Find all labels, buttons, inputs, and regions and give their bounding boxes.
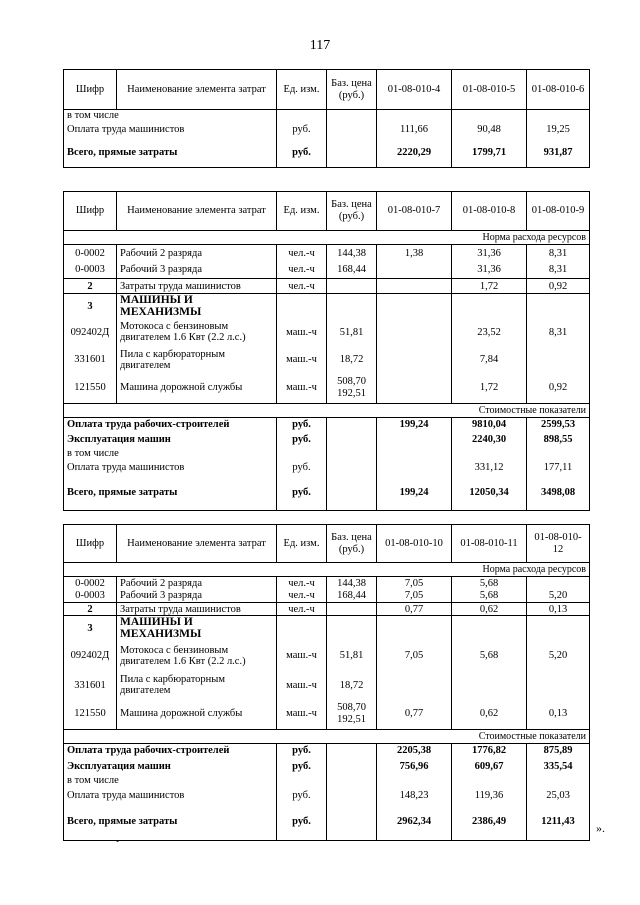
table-row <box>64 294 590 319</box>
cell-value: 5,20 <box>527 590 590 603</box>
price-secondary: 192,51 <box>337 387 366 399</box>
incl-label: в том числе <box>64 110 277 122</box>
row-code: 0-0002 <box>64 577 117 590</box>
cell-value: 90,48 <box>452 122 527 138</box>
cell-value: 2240,30 <box>452 432 527 447</box>
row-unit: руб. <box>277 417 327 432</box>
row-name: Рабочий 3 разряда <box>117 262 277 279</box>
row-name: Машина дорожной службы <box>117 699 277 729</box>
cell-value: 335,54 <box>527 758 590 774</box>
row-name: Оплата труда машинистов <box>64 122 277 138</box>
row-unit: руб. <box>277 138 327 168</box>
row-price <box>327 699 377 729</box>
header-row <box>64 70 590 110</box>
cell-value: 1,72 <box>452 279 527 294</box>
row-name: Оплата труда рабочих-строителей <box>64 743 277 758</box>
row-name: Оплата труда машинистов <box>64 786 277 804</box>
cell-value: 148,23 <box>377 786 452 804</box>
table-row <box>64 577 590 590</box>
cost-table-3 <box>63 524 590 841</box>
cell-value: 0,13 <box>527 699 590 729</box>
norm-label: Норма расхода ресурсов <box>64 231 590 245</box>
section-title: МАШИНЫ И МЕХАНИЗМЫ <box>117 294 277 319</box>
row-name: Рабочий 2 разряда <box>117 245 277 262</box>
section-title: МАШИНЫ И МЕХАНИЗМЫ <box>117 616 277 641</box>
row-unit: чел.-ч <box>277 262 327 279</box>
row-unit: руб. <box>277 804 327 840</box>
row-unit: руб. <box>277 743 327 758</box>
row-code: 121550 <box>64 699 117 729</box>
row-code: 121550 <box>64 373 117 403</box>
cell-value: 3498,08 <box>527 476 590 510</box>
row-unit: маш.-ч <box>277 640 327 671</box>
table-row <box>64 447 590 459</box>
cost-label: Стоимостные показатели <box>64 403 590 417</box>
total-row <box>64 804 590 840</box>
cell-value: 2599,53 <box>527 417 590 432</box>
col-header: 01-08-010-5 <box>452 70 527 110</box>
header-name: Наименование элемента затрат <box>117 525 277 563</box>
cell-value: 199,24 <box>377 476 452 510</box>
cell-value: 31,36 <box>452 262 527 279</box>
table-row <box>64 699 590 729</box>
col-header: 01-08-010-8 <box>452 192 527 231</box>
col-header: 01-08-010-10 <box>377 525 452 563</box>
cell-value: 5,68 <box>452 577 527 590</box>
cell-value: 111,66 <box>377 122 452 138</box>
section-row <box>64 563 590 577</box>
header-price: Баз. цена (руб.) <box>327 70 377 110</box>
cell-value: 19,25 <box>527 122 590 138</box>
row-code: 0-0003 <box>64 262 117 279</box>
row-unit: руб. <box>277 758 327 774</box>
row-name: Рабочий 2 разряда <box>117 577 277 590</box>
table-row <box>64 616 590 641</box>
cell-value: 0,92 <box>527 279 590 294</box>
table-row <box>64 459 590 476</box>
row-price: 18,72 <box>327 671 377 699</box>
row-code: 0-0003 <box>64 590 117 603</box>
cell-value: 1799,71 <box>452 138 527 168</box>
table-row <box>64 603 590 616</box>
cell-value: 5,68 <box>452 590 527 603</box>
cell-value: 5,68 <box>452 640 527 671</box>
row-name: Оплата труда рабочих-строителей <box>64 417 277 432</box>
row-name: Эксплуатация машин <box>64 432 277 447</box>
row-unit: маш.-ч <box>277 699 327 729</box>
row-name: Мотокоса с бензиновым двигателем 1.6 Квт (2.2 л.с.) <box>117 318 277 346</box>
row-code: 3 <box>64 294 117 319</box>
row-name: Пила с карбюраторным двигателем <box>117 346 277 373</box>
cell-value <box>377 346 452 373</box>
table-row <box>64 262 590 279</box>
incl-label: в том числе <box>64 447 277 459</box>
cell-value: 31,36 <box>452 245 527 262</box>
cell-value <box>527 346 590 373</box>
cell-value: 7,05 <box>377 590 452 603</box>
row-name: Машина дорожной службы <box>117 373 277 403</box>
row-name: Затраты труда машинистов <box>117 603 277 616</box>
table-row <box>64 590 590 603</box>
header-unit: Ед. изм. <box>277 70 327 110</box>
row-name: Всего, прямые затраты <box>64 138 277 168</box>
cell-value <box>377 279 452 294</box>
cell-value: 2220,29 <box>377 138 452 168</box>
cell-value: 5,20 <box>527 640 590 671</box>
row-unit: чел.-ч <box>277 279 327 294</box>
cell-value: 7,84 <box>452 346 527 373</box>
cell-value: 0,77 <box>377 699 452 729</box>
cell-value: 0,13 <box>527 603 590 616</box>
col-header: 01-08-010-9 <box>527 192 590 231</box>
cell-value: 0,62 <box>452 699 527 729</box>
table-row <box>64 786 590 804</box>
row-code: 3 <box>64 616 117 641</box>
row-code: 2 <box>64 603 117 616</box>
price-primary: 508,70 <box>337 701 366 713</box>
row-unit: чел.-ч <box>277 590 327 603</box>
row-price: 18,72 <box>327 346 377 373</box>
header-code: Шифр <box>64 192 117 231</box>
cell-value: 8,31 <box>527 318 590 346</box>
header-code: Шифр <box>64 70 117 110</box>
table-row <box>64 743 590 758</box>
row-code: 331601 <box>64 346 117 373</box>
cell-value: 1776,82 <box>452 743 527 758</box>
header-row <box>64 525 590 563</box>
row-unit: маш.-ч <box>277 318 327 346</box>
row-name: Рабочий 3 разряда <box>117 590 277 603</box>
cell-value: 0,77 <box>377 603 452 616</box>
cell-value: 23,52 <box>452 318 527 346</box>
cell-value: 8,31 <box>527 262 590 279</box>
col-header: 01-08-010-6 <box>527 70 590 110</box>
cell-value <box>377 459 452 476</box>
row-unit: маш.-ч <box>277 373 327 403</box>
row-unit: руб. <box>277 122 327 138</box>
row-name: Мотокоса с бензиновым двигателем 1.6 Квт (2.2 л.с.) <box>117 640 277 671</box>
row-price <box>327 279 377 294</box>
price-secondary: 192,51 <box>337 713 366 725</box>
table-row <box>64 346 590 373</box>
row-name: Всего, прямые затраты <box>64 804 277 840</box>
page-number: 117 <box>309 38 331 53</box>
row-code: 092402Д <box>64 640 117 671</box>
price-primary: 508,70 <box>337 375 366 387</box>
cost-table-1 <box>63 69 590 168</box>
row-name: Пила с карбюраторным двигателем <box>117 671 277 699</box>
row-price: 144,38 <box>327 245 377 262</box>
row-code: 0-0002 <box>64 245 117 262</box>
cell-value: 7,05 <box>377 577 452 590</box>
table-row <box>64 279 590 294</box>
cell-value <box>527 577 590 590</box>
cell-value: 756,96 <box>377 758 452 774</box>
section-row <box>64 403 590 417</box>
cell-value <box>377 432 452 447</box>
table-row <box>64 417 590 432</box>
section-row <box>64 231 590 245</box>
col-header: 01-08-010-7 <box>377 192 452 231</box>
col-header: 01-08-010-4 <box>377 70 452 110</box>
stray-mark: ˇ <box>116 839 119 849</box>
cell-value: 2962,34 <box>377 804 452 840</box>
header-name: Наименование элемента затрат <box>117 70 277 110</box>
row-code: 2 <box>64 279 117 294</box>
cell-value: 8,31 <box>527 245 590 262</box>
cell-value: 0,62 <box>452 603 527 616</box>
cell-value: 25,03 <box>527 786 590 804</box>
cell-value: 119,36 <box>452 786 527 804</box>
cell-value: 7,05 <box>377 640 452 671</box>
cell-value: 2205,38 <box>377 743 452 758</box>
cell-value: 199,24 <box>377 417 452 432</box>
cell-value: 177,11 <box>527 459 590 476</box>
header-row <box>64 192 590 231</box>
row-price: 51,81 <box>327 640 377 671</box>
table-row <box>64 245 590 262</box>
header-name: Наименование элемента затрат <box>117 192 277 231</box>
incl-label: в том числе <box>64 774 277 786</box>
cell-value <box>377 373 452 403</box>
cell-value: 12050,34 <box>452 476 527 510</box>
cell-value: 1,72 <box>452 373 527 403</box>
row-unit: чел.-ч <box>277 603 327 616</box>
table-row <box>64 373 590 403</box>
row-price <box>327 603 377 616</box>
table-row <box>64 671 590 699</box>
row-unit: маш.-ч <box>277 346 327 373</box>
row-price <box>327 373 377 403</box>
cell-value: 609,67 <box>452 758 527 774</box>
row-unit: руб. <box>277 786 327 804</box>
cell-value <box>377 262 452 279</box>
row-unit: чел.-ч <box>277 577 327 590</box>
row-unit: чел.-ч <box>277 245 327 262</box>
cell-value: 2386,49 <box>452 804 527 840</box>
cell-value: 1,38 <box>377 245 452 262</box>
total-row <box>64 476 590 510</box>
norm-label: Норма расхода ресурсов <box>64 563 590 577</box>
row-price: 51,81 <box>327 318 377 346</box>
cell-value: 1211,43 <box>527 804 590 840</box>
table-row <box>64 432 590 447</box>
row-price: 144,38 <box>327 577 377 590</box>
cost-label: Стоимостные показатели <box>64 729 590 743</box>
header-price: Баз. цена (руб.) <box>327 192 377 231</box>
cell-value <box>452 671 527 699</box>
header-code: Шифр <box>64 525 117 563</box>
header-unit: Ед. изм. <box>277 525 327 563</box>
row-name: Затраты труда машинистов <box>117 279 277 294</box>
table-row <box>64 122 590 138</box>
row-name: Оплата труда машинистов <box>64 459 277 476</box>
cell-value: 0,92 <box>527 373 590 403</box>
row-price: 168,44 <box>327 590 377 603</box>
header-unit: Ед. изм. <box>277 192 327 231</box>
cell-value: 9810,04 <box>452 417 527 432</box>
row-unit: руб. <box>277 432 327 447</box>
table-row <box>64 774 590 786</box>
row-unit: руб. <box>277 459 327 476</box>
cell-value <box>377 671 452 699</box>
cell-value <box>527 671 590 699</box>
cell-value: 931,87 <box>527 138 590 168</box>
table-row <box>64 758 590 774</box>
section-row <box>64 729 590 743</box>
cell-value <box>377 318 452 346</box>
col-header: 01-08-010-12 <box>527 525 590 563</box>
row-code: 092402Д <box>64 318 117 346</box>
row-name: Всего, прямые затраты <box>64 476 277 510</box>
table-row <box>64 640 590 671</box>
row-name: Эксплуатация машин <box>64 758 277 774</box>
cell-value: 875,89 <box>527 743 590 758</box>
table-row <box>64 318 590 346</box>
row-unit: маш.-ч <box>277 671 327 699</box>
header-price: Баз. цена (руб.) <box>327 525 377 563</box>
cell-value: 898,55 <box>527 432 590 447</box>
table-row <box>64 110 590 122</box>
col-header: 01-08-010-11 <box>452 525 527 563</box>
closing-quote-mark: ». <box>596 821 605 835</box>
row-unit: руб. <box>277 476 327 510</box>
row-code: 331601 <box>64 671 117 699</box>
cell-value: 331,12 <box>452 459 527 476</box>
total-row <box>64 138 590 168</box>
row-price: 168,44 <box>327 262 377 279</box>
cost-table-2 <box>63 191 590 511</box>
